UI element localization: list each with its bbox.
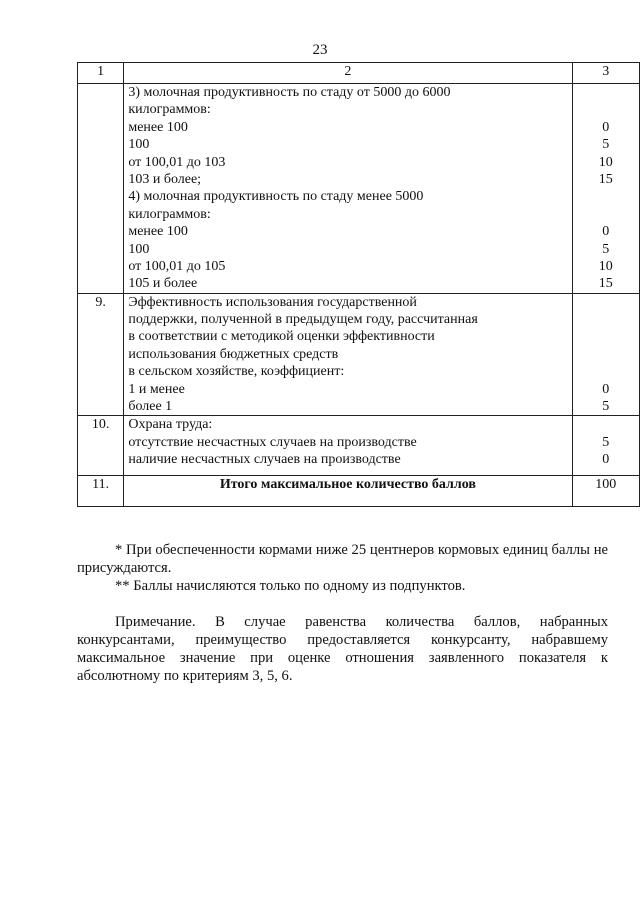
points-value: 0 — [602, 224, 610, 240]
header-col-1: 1 — [78, 63, 124, 84]
points-value: 15 — [598, 276, 613, 292]
points-value — [573, 188, 640, 205]
points-value: 0 — [602, 119, 610, 135]
points-value: 0 — [602, 452, 610, 468]
criterion-line: 3) молочная продуктивность по стаду от 5000 до 6000 — [128, 85, 451, 100]
table-row-9 — [78, 293, 640, 416]
points-value — [573, 101, 640, 118]
points-value: 10 — [598, 258, 613, 274]
footnote-1: * При обеспеченности кормами ниже 25 центнеров кормовых единиц баллы не присуждаются. — [77, 542, 608, 576]
points-value: 5 — [602, 399, 610, 415]
points-value — [573, 311, 640, 328]
criterion-line: килограммов: — [128, 102, 211, 118]
footnotes — [77, 541, 608, 595]
footnote-2: ** Баллы начисляются только по одному из подпунктов. — [115, 578, 466, 594]
header-col-3: 3 — [572, 63, 640, 84]
spacer — [573, 469, 640, 475]
criterion-line: отсутствие несчастных случаев на производстве — [128, 434, 417, 450]
points-value: 10 — [598, 154, 613, 170]
row-points-cell — [572, 416, 640, 475]
criterion-line: наличие несчастных случаев на производстве — [128, 452, 401, 468]
criterion-line: 1 и менее — [128, 381, 185, 397]
criterion-line: 4) молочная продуктивность по стаду менее 5000 — [128, 189, 424, 205]
table-header-row — [78, 63, 640, 84]
header-col-2: 2 — [124, 63, 572, 84]
criterion-line: от 100,01 до 105 — [128, 258, 226, 274]
row-number: 10. — [78, 416, 124, 475]
row-description-cell — [124, 84, 572, 294]
points-value — [573, 346, 640, 363]
row-points-cell — [572, 84, 640, 294]
note-paragraph: Примечание. В случае равенства количества баллов, набранных конкурсантами, преимущество предоставляется конкурсанту, набравшему максимальное значение при оценке отношения заявленного показателя к абсолютному по критериям 3, 5, 6. — [77, 614, 608, 684]
row-points-cell — [572, 293, 640, 416]
criteria-table — [77, 62, 640, 507]
points-value: 15 — [598, 171, 613, 187]
criterion-line: в соответствии с методикой оценки эффективности — [128, 329, 435, 345]
criterion-line: 105 и более — [128, 276, 198, 292]
spacer — [128, 469, 571, 475]
criterion-line: 103 и более; — [128, 171, 202, 187]
points-value — [573, 294, 640, 311]
row-number-cell — [78, 84, 124, 294]
points-value: 5 — [602, 137, 610, 153]
row-number: 11. — [78, 475, 124, 506]
criterion-line: использования бюджетных средств — [128, 346, 339, 362]
row-description-cell — [124, 416, 572, 475]
table-row-continuation — [78, 84, 640, 294]
criterion-line: килограммов: — [128, 206, 211, 222]
criterion-line: от 100,01 до 103 — [128, 154, 226, 170]
points-value — [573, 363, 640, 380]
points-value — [573, 206, 640, 223]
points-value — [573, 84, 640, 101]
points-value: 0 — [602, 381, 610, 397]
criterion-line: Охрана труда: — [128, 417, 213, 433]
points-value: 5 — [602, 434, 610, 450]
criterion-line: 100 — [128, 137, 150, 153]
total-label: Итого максимальное количество баллов — [124, 475, 572, 506]
criterion-line: в сельском хозяйстве, коэффициент: — [128, 364, 345, 380]
criterion-line: 100 — [128, 241, 150, 257]
criterion-line: более 1 — [128, 399, 173, 415]
criterion-line: менее 100 — [128, 224, 188, 240]
criterion-line: Эффективность использования государственной — [128, 294, 417, 310]
points-value: 5 — [602, 241, 610, 257]
points-value — [573, 328, 640, 345]
table-row-11-total — [78, 475, 640, 506]
points-value — [573, 416, 640, 433]
table-row-10 — [78, 416, 640, 475]
note-section — [77, 613, 608, 685]
row-description-cell — [124, 293, 572, 416]
criterion-line: менее 100 — [128, 119, 188, 135]
row-number: 9. — [78, 293, 124, 416]
total-points: 100 — [572, 475, 640, 506]
criterion-line: поддержки, полученной в предыдущем году, рассчитанная — [128, 312, 478, 328]
page-number: 23 — [312, 42, 328, 58]
